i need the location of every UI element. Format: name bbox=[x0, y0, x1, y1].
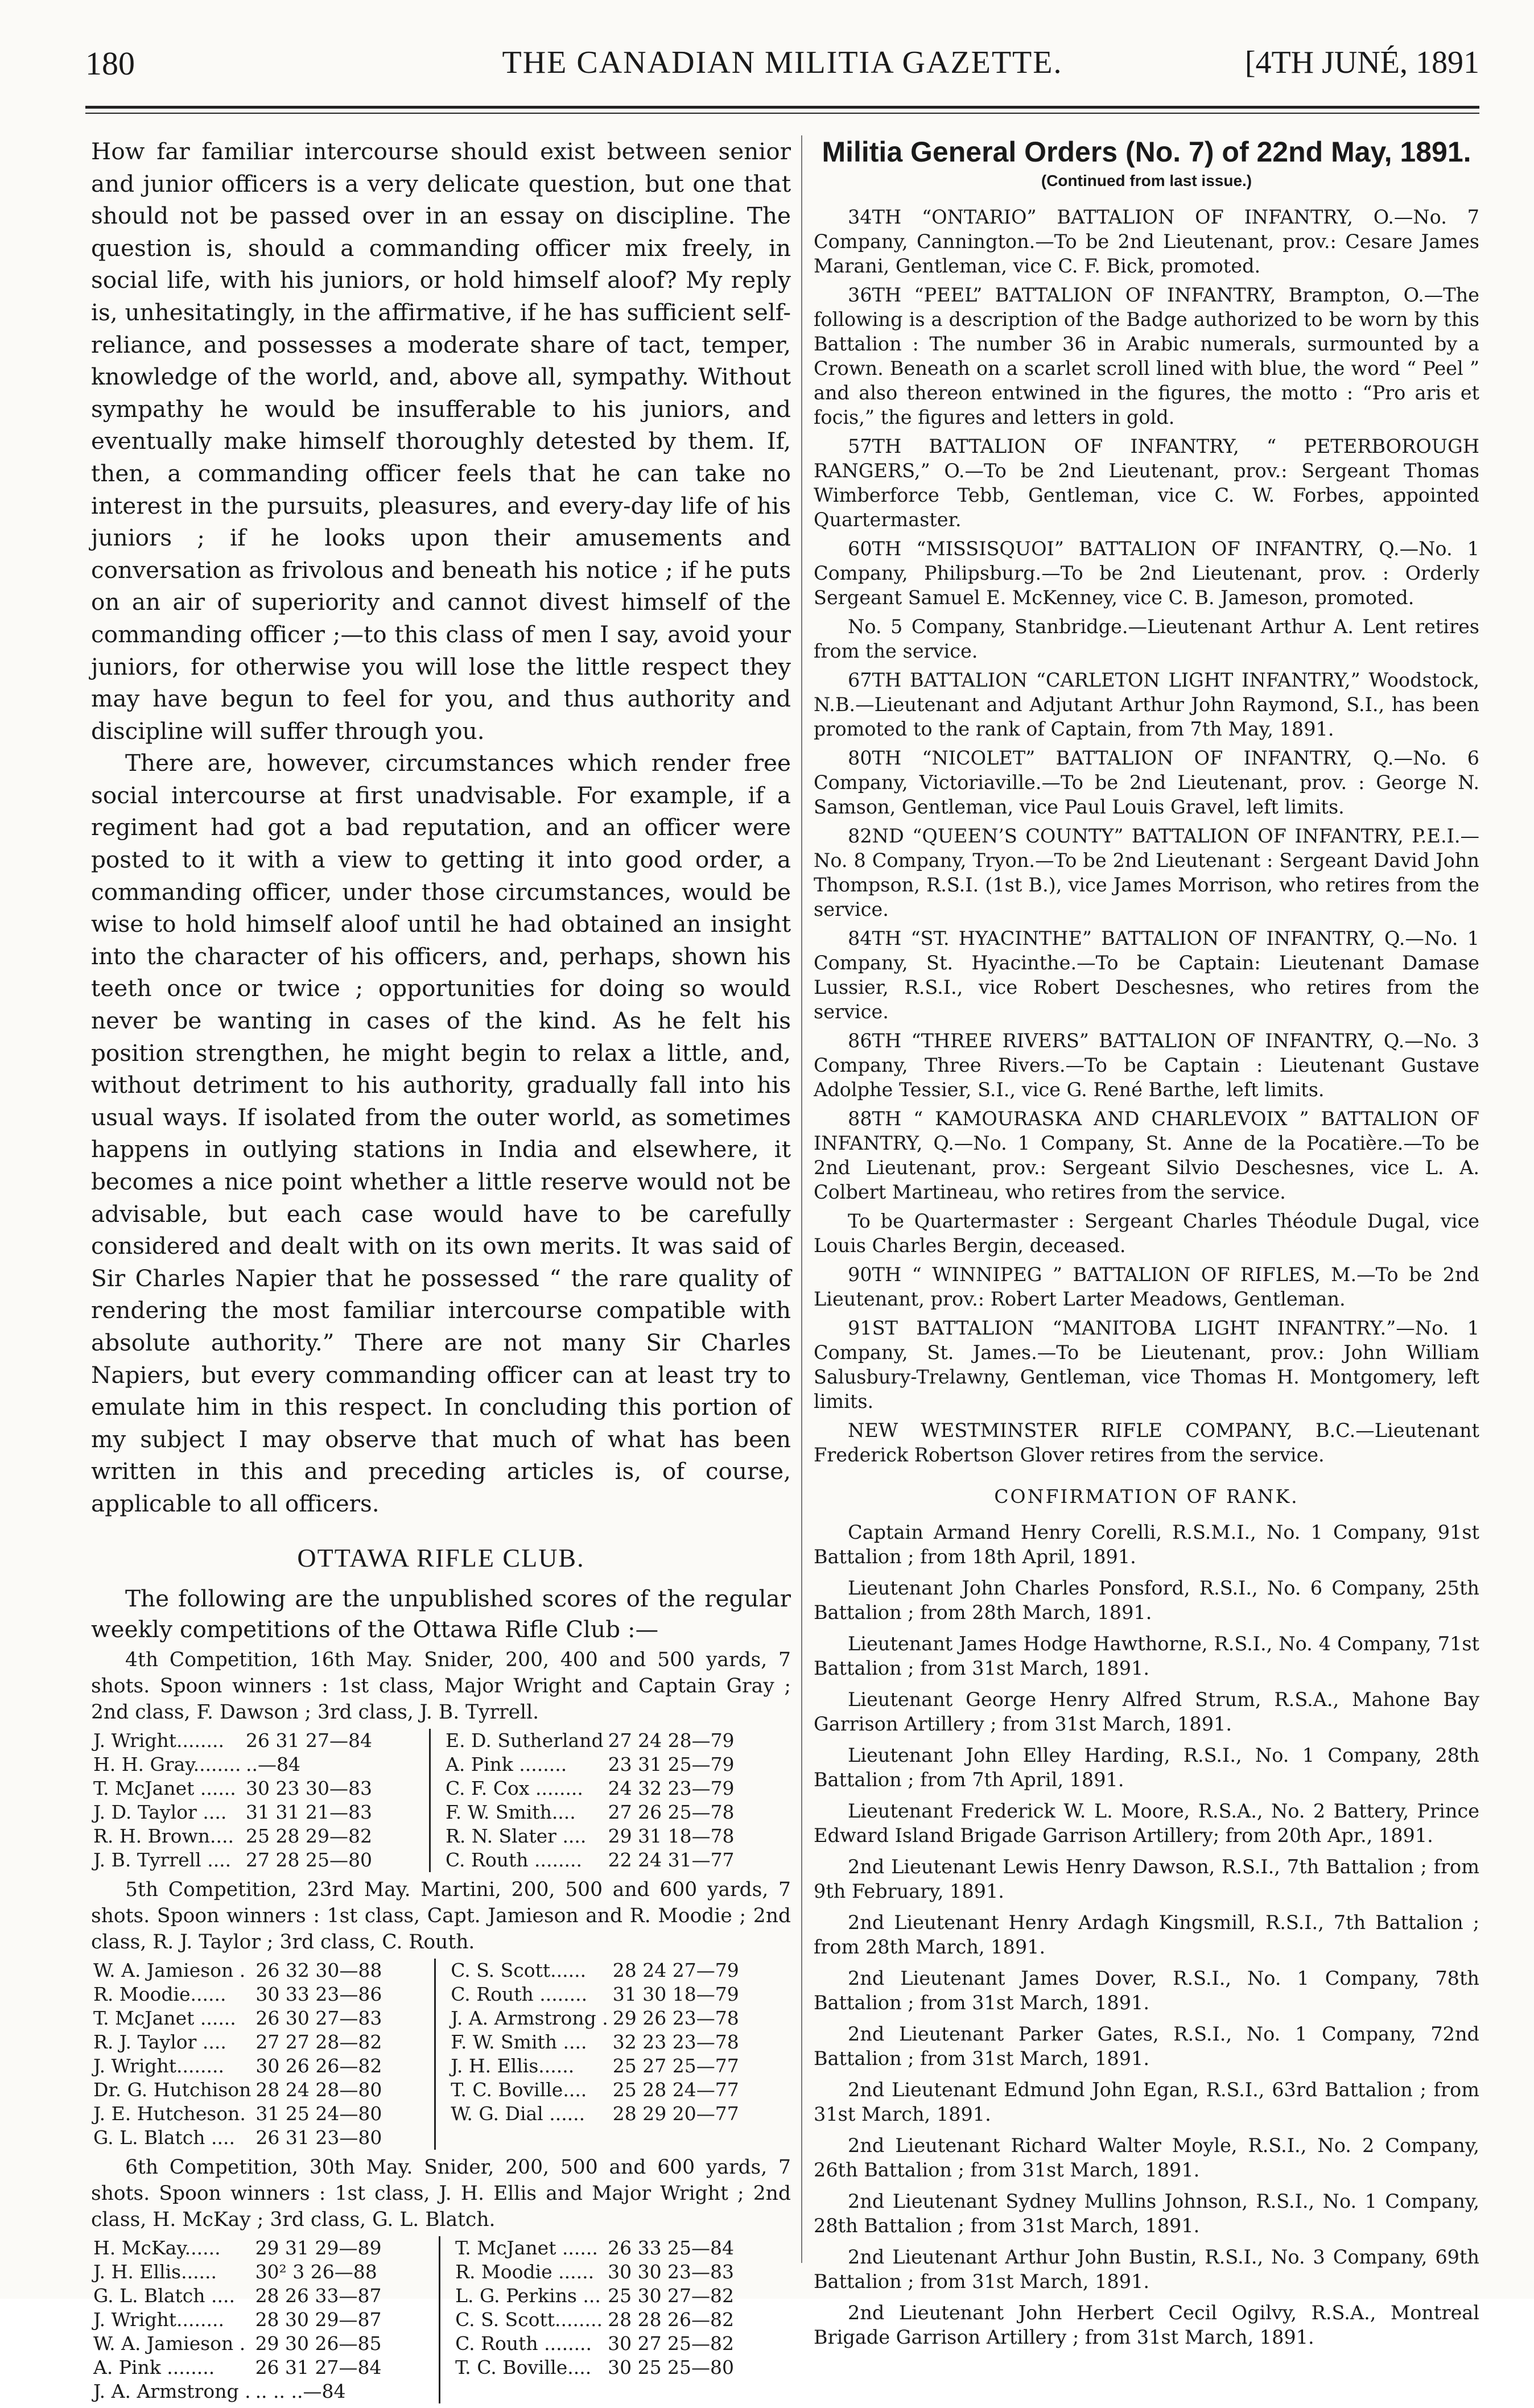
rank-confirmation: Lieutenant John Charles Ponsford, R.S.I., No. 6 Company, 25th Battalion ; from 28th March, 1891. bbox=[814, 1577, 1479, 1624]
page-number: 180 bbox=[85, 45, 135, 82]
score: 28 30 29—87 bbox=[255, 2308, 382, 2331]
score: 26 32 30—88 bbox=[255, 1959, 382, 1981]
shooter-name: W. G. Dial ...... bbox=[435, 2102, 611, 2126]
score: 28 24 28—80 bbox=[255, 2078, 382, 2101]
shooter-name: J. Wright........ bbox=[93, 1729, 224, 1752]
publication-title: THE CANADIAN MILITIA GAZETTE. bbox=[502, 45, 1063, 80]
score: 25 27 25—77 bbox=[612, 2054, 739, 2077]
shooter-name bbox=[435, 2126, 611, 2150]
table-row bbox=[91, 1800, 791, 1824]
shooter-name: C. F. Cox ........ bbox=[430, 1777, 605, 1800]
shooter-name: C. Routh ........ bbox=[440, 2332, 606, 2356]
score: 28 26 33—87 bbox=[255, 2284, 382, 2307]
table-row bbox=[91, 2006, 791, 2030]
general-orders-title: Militia General Orders (No. 7) of 22nd May, 1891. bbox=[822, 136, 1471, 168]
left-column bbox=[91, 135, 791, 2408]
rifle-club-intro: The following are the unpublished scores of the regular weekly competitions of the Ottawa Rifle Club :— bbox=[91, 1584, 791, 1643]
shooter-name: Dr. G. Hutchison bbox=[93, 2078, 251, 2101]
general-order: 88TH “ KAMOURASKA AND CHARLEVOIX ” BATTALION OF INFANTRY, Q.—No. 1 Company, St. Anne de la Pocatière.—To be 2nd Lieutenant, prov.: Sergeant Silvio Deschesnes, vice L. A. Colbert Martineau, who retires from the service. bbox=[814, 1108, 1479, 1203]
shooter-name: L. G. Perkins ... bbox=[440, 2284, 606, 2308]
shooter-name: C. Routh ........ bbox=[430, 1848, 605, 1872]
shooter-name: F. W. Smith.... bbox=[430, 1800, 605, 1824]
competition-description: 4th Competition, 16th May. Snider, 200, 400 and 500 yards, 7 shots. Spoon winners : 1st class, Major Wright and Captain Gray ; 2nd class, F. Dawson ; 3rd class, J. B. Tyrrell. bbox=[91, 1648, 791, 1724]
rank-confirmation: Lieutenant Frederick W. L. Moore, R.S.A., No. 2 Battery, Prince Edward Island Brigade Garrison Artillery; from 20th Apr., 1891. bbox=[814, 1800, 1479, 1847]
shooter-name: C. S. Scott...... bbox=[435, 1959, 611, 1982]
score: 30 27 25—82 bbox=[608, 2332, 735, 2355]
table-row bbox=[91, 2102, 791, 2126]
rank-confirmation: 2nd Lieutenant Henry Ardagh Kingsmill, R.S.I., 7th Battalion ; from 28th March, 1891. bbox=[814, 1911, 1479, 1958]
general-order: 36TH “PEEL” BATTALION OF INFANTRY, Brampton, O.—The following is a description of the Badge authorized to be worn by this Battalion : The number 36 in Arabic numerals, surmounted by a Crown. Beneath on a scarlet scroll lined with blue, the word “ Peel ” and also thereon entwined in the figures, the motto : “Pro aris et focis,” the figures and letters in gold. bbox=[814, 284, 1479, 428]
shooter-name: R. N. Slater .... bbox=[430, 1824, 605, 1848]
table-row bbox=[91, 1753, 791, 1777]
shooter-name: J. B. Tyrrell .... bbox=[93, 1848, 232, 1871]
score: 25 30 27—82 bbox=[608, 2284, 735, 2307]
general-order: 67TH BATTALION “CARLETON LIGHT INFANTRY,” Woodstock, N.B.—Lieutenant and Adjutant Arthur John Raymond, S.I., has been promoted to the rank of Captain, from 7th May, 1891. bbox=[814, 669, 1479, 740]
general-order: 82ND “QUEEN’S COUNTY” BATTALION OF INFANTRY, P.E.I.—No. 8 Company, Tryon.—To be 2nd Lieutenant : Sergeant David John Thompson, R.S.I. (1st B.), vice James Morrison, who retires from the service. bbox=[814, 825, 1479, 920]
rank-confirmation: 2nd Lieutenant Arthur John Bustin, R.S.I., No. 3 Company, 69th Battalion ; from 31st March, 1891. bbox=[814, 2246, 1479, 2293]
score: 26 33 25—84 bbox=[608, 2236, 735, 2259]
general-order: 90TH “ WINNIPEG ” BATTALION OF RIFLES, M.—To be 2nd Lieutenant, prov.: Robert Larter Meadows, Gentleman. bbox=[814, 1263, 1479, 1310]
score: .. .. ..—84 bbox=[255, 2380, 346, 2402]
table-row bbox=[91, 1982, 791, 2006]
score: 29 26 23—78 bbox=[612, 2006, 739, 2029]
shooter-name: T. C. Boville.... bbox=[435, 2078, 611, 2102]
shooter-name: J. E. Hutcheson. bbox=[93, 2102, 246, 2125]
shooter-name: W. A. Jamieson . bbox=[93, 2332, 246, 2355]
general-order: 91ST BATTALION “MANITOBA LIGHT INFANTRY.”—No. 1 Company, St. James.—To be Lieutenant, prov.: John William Salusbury-Trelawny, Gentleman, vice Thomas H. Montgomery, left limits. bbox=[814, 1317, 1479, 1412]
rank-confirmation: 2nd Lieutenant Parker Gates, R.S.I., No. 1 Company, 72nd Battalion ; from 31st March, 1891. bbox=[814, 2023, 1479, 2070]
score: 26 31 23—80 bbox=[255, 2126, 382, 2149]
score: 32 23 23—78 bbox=[612, 2030, 739, 2053]
table-row bbox=[91, 2308, 791, 2332]
shooter-name: J. Wright........ bbox=[93, 2054, 224, 2077]
rank-confirmation: 2nd Lieutenant John Herbert Cecil Ogilvy, R.S.A., Montreal Brigade Garrison Artillery ; from 31st March, 1891. bbox=[814, 2302, 1479, 2348]
general-order: 34TH “ONTARIO” BATTALION OF INFANTRY, O.—No. 7 Company, Cannington.—To be 2nd Lieutenant, prov.: Cesare James Marani, Gentleman, vice C. F. Bick, promoted. bbox=[814, 206, 1479, 277]
shooter-name: G. L. Blatch .... bbox=[93, 2284, 235, 2307]
rank-confirmation: 2nd Lieutenant Sydney Mullins Johnson, R.S.I., No. 1 Company, 28th Battalion ; from 31st March, 1891. bbox=[814, 2190, 1479, 2237]
general-order: No. 5 Company, Stanbridge.—Lieutenant Arthur A. Lent retires from the service. bbox=[814, 616, 1479, 662]
score: ..—84 bbox=[246, 1753, 300, 1775]
rank-confirmation: 2nd Lieutenant Richard Walter Moyle, R.S.I., No. 2 Company, 26th Battalion ; from 31st March, 1891. bbox=[814, 2134, 1479, 2181]
score: 25 28 29—82 bbox=[246, 1824, 372, 1847]
table-row bbox=[91, 2236, 791, 2260]
rank-confirmation: Lieutenant John Elley Harding, R.S.I., No. 1 Company, 28th Battalion ; from 7th April, 1891. bbox=[814, 1744, 1479, 1791]
table-row bbox=[91, 2126, 791, 2150]
shooter-name: G. L. Blatch .... bbox=[93, 2126, 235, 2149]
competition-block bbox=[91, 1877, 791, 2150]
header-rule-thick bbox=[85, 106, 1479, 109]
essay-paragraph: There are, however, circumstances which render free social intercourse at first unadvisable. For example, if a regiment had got a bad reputation, and an officer were posted to it with a view to getting it into good order, a commanding officer, under those circumstances, would be wise to hold himself aloof until he had obtained an insight into the character of his officers, and, perhaps, shown his teeth once or twice ; opportunities for doing so would never be wanting in cases of the kind. As he felt his position strengthen, he might begin to relax a little, and, without detriment to his authority, gradually fall into his usual ways. If isolated from the outer world, as sometimes happens in outlying stations in India and elsewhere, it becomes a nice point whether a little reserve would not be advisable, but each case would have to be carefully considered and dealt with on its own merits. It was said of Sir Charles Napier that he possessed “ the rare quality of rendering the most familiar intercourse compatible with absolute authority.” There are not many Sir Charles Napiers, but every commanding officer can at least try to emulate him in this respect. In concluding this portion of my subject I may observe that much of what has been written in this and preceding articles is, of course, applicable to all officers. bbox=[91, 749, 791, 1517]
general-order: 60TH “MISSISQUOI” BATTALION OF INFANTRY, Q.—No. 1 Company, Philipsburg.—To be 2nd Lieutenant, prov. : Orderly Sergeant Samuel E. McKenney, vice C. B. Jameson, promoted. bbox=[814, 538, 1479, 609]
shooter-name: R. Moodie ...... bbox=[440, 2260, 606, 2284]
score bbox=[611, 2126, 791, 2150]
shooter-name: A. Pink ........ bbox=[93, 2356, 215, 2378]
score-table bbox=[91, 1959, 791, 2150]
general-orders-subtitle: (Continued from last issue.) bbox=[1041, 172, 1252, 189]
shooter-name: J. H. Ellis...... bbox=[93, 2260, 217, 2283]
rank-confirmation: 2nd Lieutenant Edmund John Egan, R.S.I., 63rd Battalion ; from 31st March, 1891. bbox=[814, 2079, 1479, 2125]
shooter-name: H. H. Gray........ bbox=[93, 1753, 241, 1775]
score: 26 30 27—83 bbox=[255, 2006, 382, 2029]
score: 25 28 24—77 bbox=[612, 2078, 739, 2101]
score: 28 29 20—77 bbox=[612, 2102, 739, 2125]
shooter-name: E. D. Sutherland bbox=[430, 1729, 605, 1753]
score: 30² 3 26—88 bbox=[255, 2260, 377, 2283]
table-row bbox=[91, 1848, 791, 1872]
table-row bbox=[91, 1824, 791, 1848]
table-row bbox=[91, 2332, 791, 2356]
rank-confirmation: Captain Armand Henry Corelli, R.S.M.I., No. 1 Company, 91st Battalion ; from 18th April, 1891. bbox=[814, 1521, 1479, 1568]
shooter-name: A. Pink ........ bbox=[430, 1753, 605, 1777]
score: 27 27 28—82 bbox=[255, 2030, 382, 2053]
table-row bbox=[91, 2380, 791, 2403]
score: 31 25 24—80 bbox=[255, 2102, 382, 2125]
competition-description: 6th Competition, 30th May. Snider, 200, 500 and 600 yards, 7 shots. Spoon winners : 1st class, J. H. Ellis and Major Wright ; 2nd class, H. McKay ; 3rd class, G. L. Blatch. bbox=[91, 2155, 791, 2231]
general-order: 57TH BATTALION OF INFANTRY, “ PETERBOROUGH RANGERS,” O.—To be 2nd Lieutenant, prov.: Sergeant Thomas Wimberforce Tebb, Gentleman, vice C. W. Forbes, appointed Quartermaster. bbox=[814, 435, 1479, 531]
score: 26 31 27—84 bbox=[255, 2356, 382, 2378]
page-header bbox=[85, 44, 1479, 96]
table-row bbox=[91, 2260, 791, 2284]
score: 27 28 25—80 bbox=[246, 1848, 372, 1871]
shooter-name: J. A. Armstrong . bbox=[435, 2006, 611, 2030]
score: 27 24 28—79 bbox=[608, 1729, 735, 1752]
score: 23 31 25—79 bbox=[608, 1753, 735, 1775]
table-row bbox=[91, 1729, 791, 1753]
issue-date: [4TH JUNÉ, 1891 bbox=[1244, 45, 1479, 80]
discipline-essay bbox=[91, 135, 791, 1520]
score: 30 23 30—83 bbox=[246, 1777, 372, 1799]
table-row bbox=[91, 2030, 791, 2054]
score: 30 25 25—80 bbox=[608, 2356, 735, 2378]
shooter-name: J. Wright........ bbox=[93, 2308, 224, 2331]
score: 24 32 23—79 bbox=[608, 1777, 735, 1799]
shooter-name: C. Routh ........ bbox=[435, 1982, 611, 2006]
confirmation-heading: CONFIRMATION OF RANK. bbox=[994, 1485, 1299, 1507]
general-order: NEW WESTMINSTER RIFLE COMPANY, B.C.—Lieutenant Frederick Robertson Glover retires from the service. bbox=[814, 1419, 1479, 1466]
score: 30 26 26—82 bbox=[255, 2054, 382, 2077]
right-column bbox=[814, 135, 1479, 2356]
score: 31 30 18—79 bbox=[612, 1982, 739, 2005]
shooter-name: F. W. Smith .... bbox=[435, 2030, 611, 2054]
shooter-name: T. C. Boville.... bbox=[440, 2356, 606, 2380]
shooter-name: T. McJanet ...... bbox=[440, 2236, 606, 2260]
score: 31 31 21—83 bbox=[246, 1800, 372, 1823]
score: 30 33 23—86 bbox=[255, 1982, 382, 2005]
table-row bbox=[91, 2356, 791, 2380]
column-divider bbox=[801, 135, 802, 2263]
table-row bbox=[91, 2078, 791, 2102]
shooter-name: R. J. Taylor .... bbox=[93, 2030, 226, 2053]
general-order: 84TH “ST. HYACINTHE” BATTALION OF INFANTRY, Q.—No. 1 Company, St. Hyacinthe.—To be Captain: Lieutenant Damase Lussier, R.S.I., vice Robert Deschesnes, who retires from the service. bbox=[814, 927, 1479, 1023]
score: 29 31 29—89 bbox=[255, 2236, 382, 2259]
table-row bbox=[91, 1777, 791, 1800]
shooter-name: J. H. Ellis...... bbox=[435, 2054, 611, 2078]
rank-confirmation: 2nd Lieutenant James Dover, R.S.I., No. 1 Company, 78th Battalion ; from 31st March, 1891. bbox=[814, 1967, 1479, 2014]
score: 29 31 18—78 bbox=[608, 1824, 735, 1847]
score: 30 30 23—83 bbox=[608, 2260, 735, 2283]
rifle-club-title: OTTAWA RIFLE CLUB. bbox=[297, 1543, 585, 1572]
competition-description: 5th Competition, 23rd May. Martini, 200, 500 and 600 yards, 7 shots. Spoon winners : 1st class, Capt. Jamieson and R. Moodie ; 2nd class, R. J. Taylor ; 3rd class, C. Routh. bbox=[91, 1878, 791, 1953]
shooter-name: H. McKay...... bbox=[93, 2236, 221, 2259]
rank-confirmation: 2nd Lieutenant Lewis Henry Dawson, R.S.I., 7th Battalion ; from 9th February, 1891. bbox=[814, 1856, 1479, 1902]
general-order: 86TH “THREE RIVERS” BATTALION OF INFANTRY, Q.—No. 3 Company, Three Rivers.—To be Captain : Lieutenant Gustave Adolphe Tessier, S.I., vice G. René Barthe, left limits. bbox=[814, 1030, 1479, 1101]
competition-block bbox=[91, 1647, 791, 1872]
score: 28 24 27—79 bbox=[612, 1959, 739, 1981]
competition-block bbox=[91, 2154, 791, 2403]
header-rule-thin bbox=[85, 113, 1479, 114]
score-table bbox=[91, 1729, 791, 1872]
shooter-name: T. McJanet ...... bbox=[93, 2006, 236, 2029]
general-order: 80TH “NICOLET” BATTALION OF INFANTRY, Q.—No. 6 Company, Victoriaville.—To be 2nd Lieutenant, prov. : George N. Samson, Gentleman, vice Paul Louis Gravel, left limits. bbox=[814, 747, 1479, 818]
score: 28 28 26—82 bbox=[608, 2308, 735, 2331]
score: 26 31 27—84 bbox=[246, 1729, 372, 1752]
table-row bbox=[91, 2284, 791, 2308]
shooter-name: T. McJanet ...... bbox=[93, 1777, 236, 1799]
shooter-name: W. A. Jamieson . bbox=[93, 1959, 246, 1981]
table-row bbox=[91, 1959, 791, 1982]
rank-confirmation: Lieutenant George Henry Alfred Strum, R.S.A., Mahone Bay Garrison Artillery ; from 31st March, 1891. bbox=[814, 1688, 1479, 1735]
score: 22 24 31—77 bbox=[608, 1848, 735, 1871]
essay-paragraph: How far familiar intercourse should exist between senior and junior officers is a very delicate question, but one that should not be passed over in an essay on discipline. The question is, should a commanding officer mix freely, in social life, with his juniors, or hold himself aloof? My reply is, unhesitatingly, in the affirmative, if he has sufficient self-reliance, and possesses a moderate share of tact, temper, knowledge of the world, and, above all, sympathy. Without sympathy he would be insufferable to his juniors, and eventually make himself thoroughly detested by them. If, then, a commanding officer feels that he can take no interest in the pursuits, pleasures, and every-day life of his juniors ; if he looks upon their amusements and conversation as frivolous and beneath his notice ; if he puts on an air of superiority and cannot divest himself of the commanding officer ;—to this class of men I say, avoid your juniors, for otherwise you will lose the little respect they may have begun to feel for you, and thus authority and discipline will suffer through you. bbox=[91, 138, 791, 745]
score: 27 26 25—78 bbox=[608, 1800, 735, 1823]
shooter-name: C. S. Scott........ bbox=[440, 2308, 606, 2332]
table-row bbox=[91, 2054, 791, 2078]
shooter-name: J. A. Armstrong . bbox=[93, 2380, 251, 2402]
shooter-name bbox=[440, 2380, 606, 2403]
score bbox=[605, 2380, 791, 2403]
shooter-name: R. H. Brown.... bbox=[93, 1824, 234, 1847]
score-table bbox=[91, 2236, 791, 2403]
score: 29 30 26—85 bbox=[255, 2332, 382, 2355]
shooter-name: R. Moodie...... bbox=[93, 1982, 226, 2005]
general-order: To be Quartermaster : Sergeant Charles Théodule Dugal, vice Louis Charles Bergin, deceased. bbox=[814, 1210, 1479, 1257]
shooter-name: J. D. Taylor .... bbox=[93, 1800, 227, 1823]
rank-confirmation: Lieutenant James Hodge Hawthorne, R.S.I., No. 4 Company, 71st Battalion ; from 31st March, 1891. bbox=[814, 1633, 1479, 1679]
